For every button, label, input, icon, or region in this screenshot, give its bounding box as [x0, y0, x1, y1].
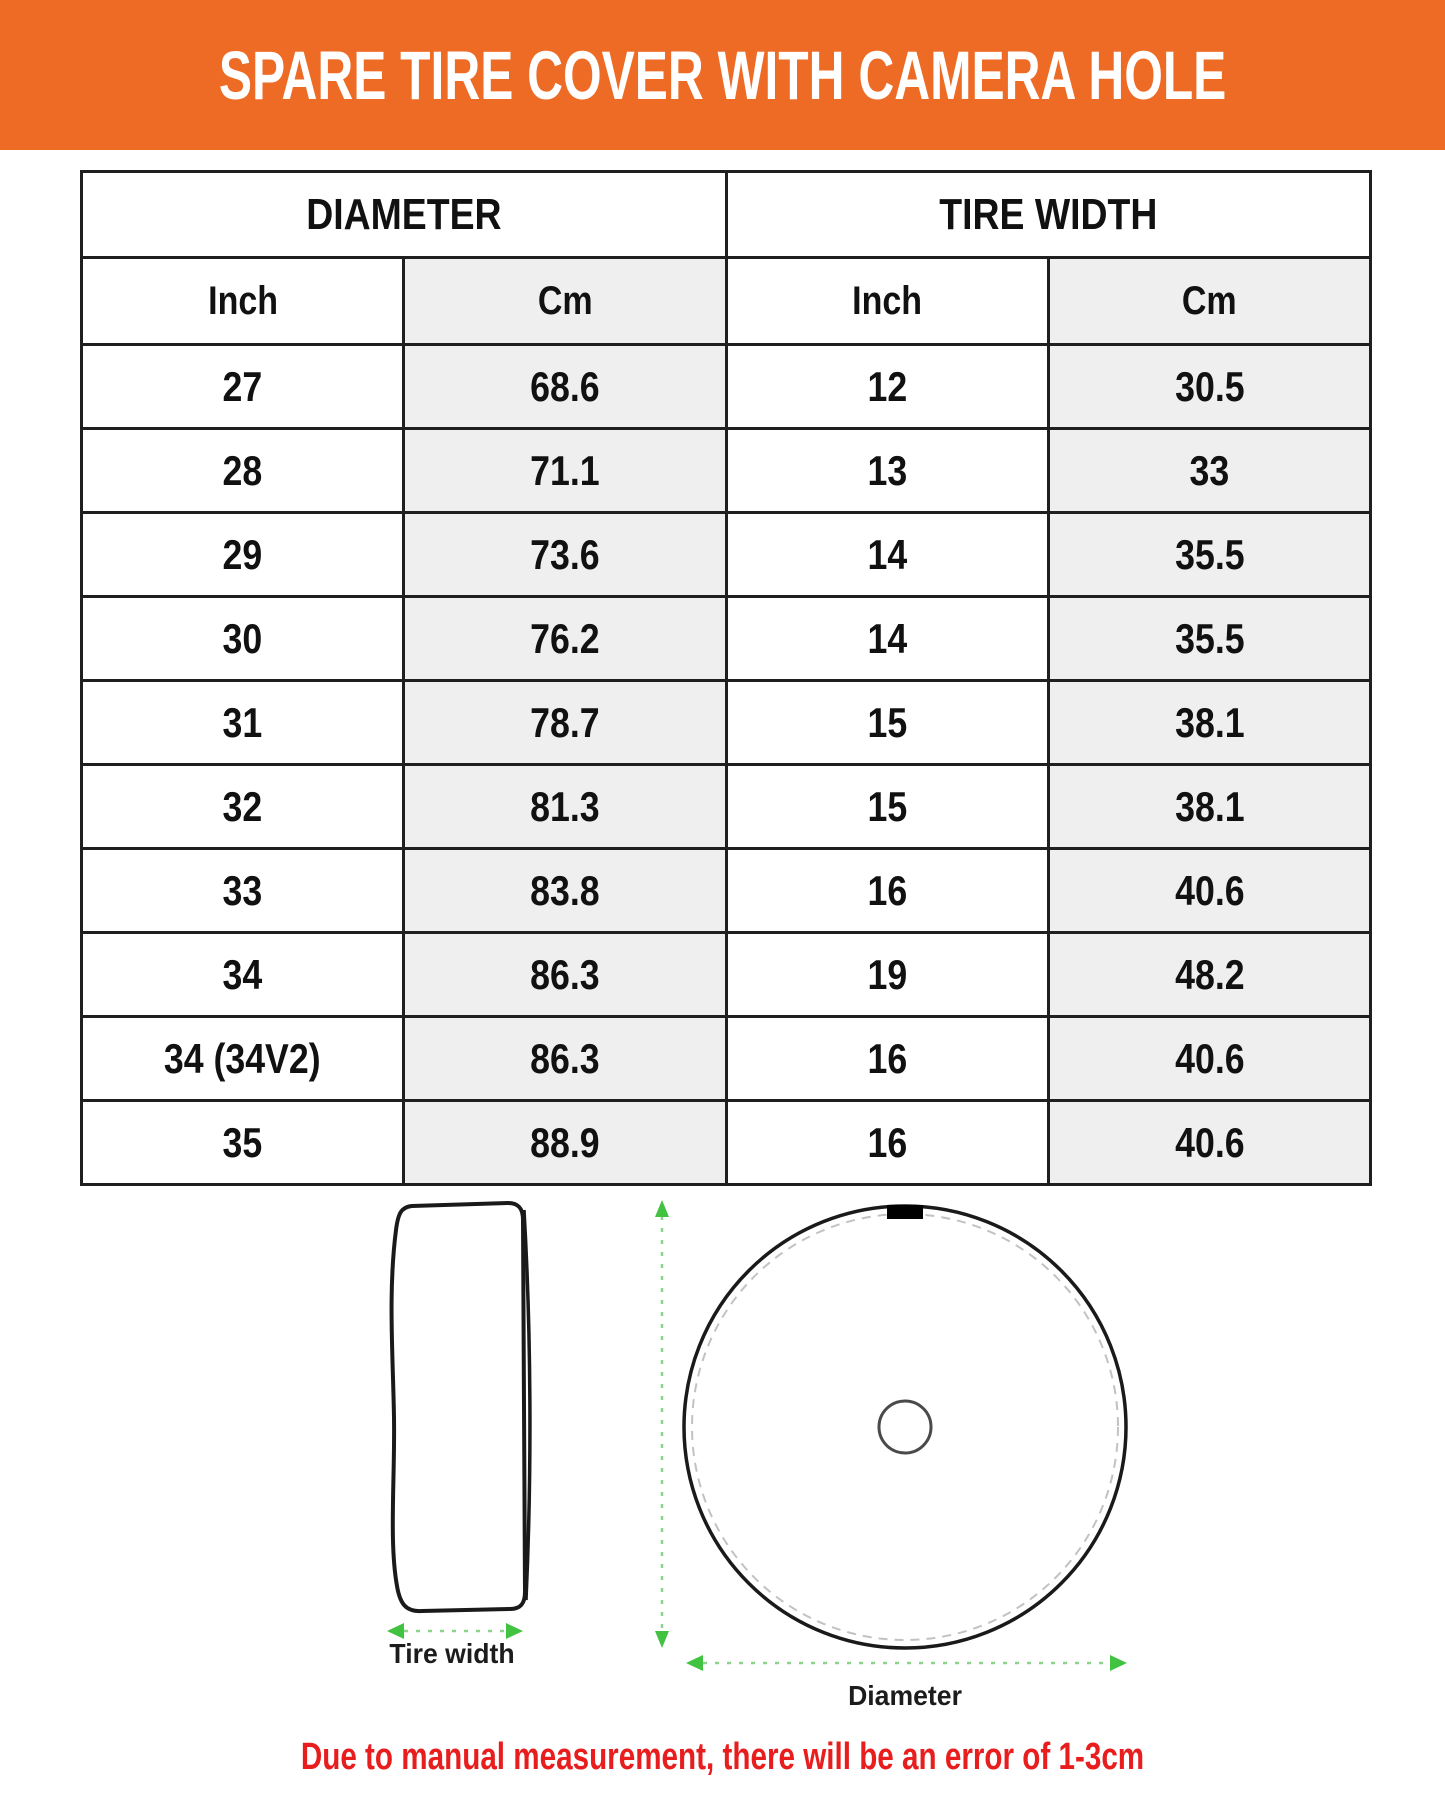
table-cell: 78.7 — [404, 681, 726, 765]
camera-hole — [879, 1401, 931, 1453]
tire-side-view — [392, 1203, 530, 1611]
column-header-diameter-cm: Cm — [404, 258, 726, 345]
table-cell: 16 — [726, 1017, 1048, 1101]
table-cell: 71.1 — [404, 429, 726, 513]
table-cell: 31 — [82, 681, 404, 765]
page-title: SPARE TIRE COVER WITH CAMERA HOLE — [218, 36, 1227, 114]
table-cell: 48.2 — [1048, 933, 1370, 1017]
table-cell: 16 — [726, 849, 1048, 933]
table-cell: 33 — [82, 849, 404, 933]
table-cell: 34 (34V2) — [82, 1017, 404, 1101]
column-header-diameter-inch: Inch — [82, 258, 404, 345]
table-cell: 27 — [82, 345, 404, 429]
table-cell: 14 — [726, 597, 1048, 681]
table-cell: 86.3 — [404, 933, 726, 1017]
tire-front-view — [684, 1205, 1126, 1648]
tire-width-arrow-left-head — [387, 1623, 404, 1639]
table-cell: 19 — [726, 933, 1048, 1017]
tire-width-arrow-right-head — [506, 1623, 523, 1639]
table-cell: 29 — [82, 513, 404, 597]
table-cell: 38.1 — [1048, 765, 1370, 849]
measurement-error-note: Due to manual measurement, there will be an error of 1-3cm — [300, 1736, 1145, 1778]
table-cell: 28 — [82, 429, 404, 513]
table-cell: 34 — [82, 933, 404, 1017]
table-cell: 32 — [82, 765, 404, 849]
table-cell: 30.5 — [1048, 345, 1370, 429]
table-cell: 33 — [1048, 429, 1370, 513]
tire-side-outline — [392, 1203, 525, 1611]
table-cell: 30 — [82, 597, 404, 681]
diameter-horizontal-arrow-right-head — [1110, 1655, 1127, 1671]
table-cell: 76.2 — [404, 597, 726, 681]
tire-width-label: Tire width — [389, 1638, 515, 1669]
diameter-label: Diameter — [848, 1680, 962, 1711]
diameter-horizontal-arrow — [686, 1655, 1127, 1671]
cover-strap-mark — [887, 1205, 923, 1219]
table-cell: 35 — [82, 1101, 404, 1185]
tire-width-arrow — [387, 1623, 523, 1639]
table-cell: 40.6 — [1048, 1017, 1370, 1101]
table-cell: 38.1 — [1048, 681, 1370, 765]
diameter-vertical-arrow — [655, 1200, 669, 1648]
table-cell: 35.5 — [1048, 513, 1370, 597]
column-header-width-inch: Inch — [726, 258, 1048, 345]
table-cell: 81.3 — [404, 765, 726, 849]
table-cell: 86.3 — [404, 1017, 726, 1101]
table-cell: 40.6 — [1048, 849, 1370, 933]
group-header-diameter-label: DIAMETER — [306, 189, 502, 239]
table-cell: 14 — [726, 513, 1048, 597]
table-cell: 73.6 — [404, 513, 726, 597]
table-cell: 40.6 — [1048, 1101, 1370, 1185]
table-cell: 88.9 — [404, 1101, 726, 1185]
diameter-vertical-arrow-bottom-head — [655, 1631, 669, 1648]
table-cell: 35.5 — [1048, 597, 1370, 681]
table-cell: 68.6 — [404, 345, 726, 429]
table-cell: 16 — [726, 1101, 1048, 1185]
table-cell: 15 — [726, 765, 1048, 849]
table-cell: 83.8 — [404, 849, 726, 933]
table-cell: 12 — [726, 345, 1048, 429]
column-header-width-cm: Cm — [1048, 258, 1370, 345]
diameter-vertical-arrow-top-head — [655, 1200, 669, 1217]
table-cell: 13 — [726, 429, 1048, 513]
table-cell: 15 — [726, 681, 1048, 765]
group-header-tire-width-label: TIRE WIDTH — [939, 189, 1158, 239]
diameter-horizontal-arrow-left-head — [686, 1655, 703, 1671]
